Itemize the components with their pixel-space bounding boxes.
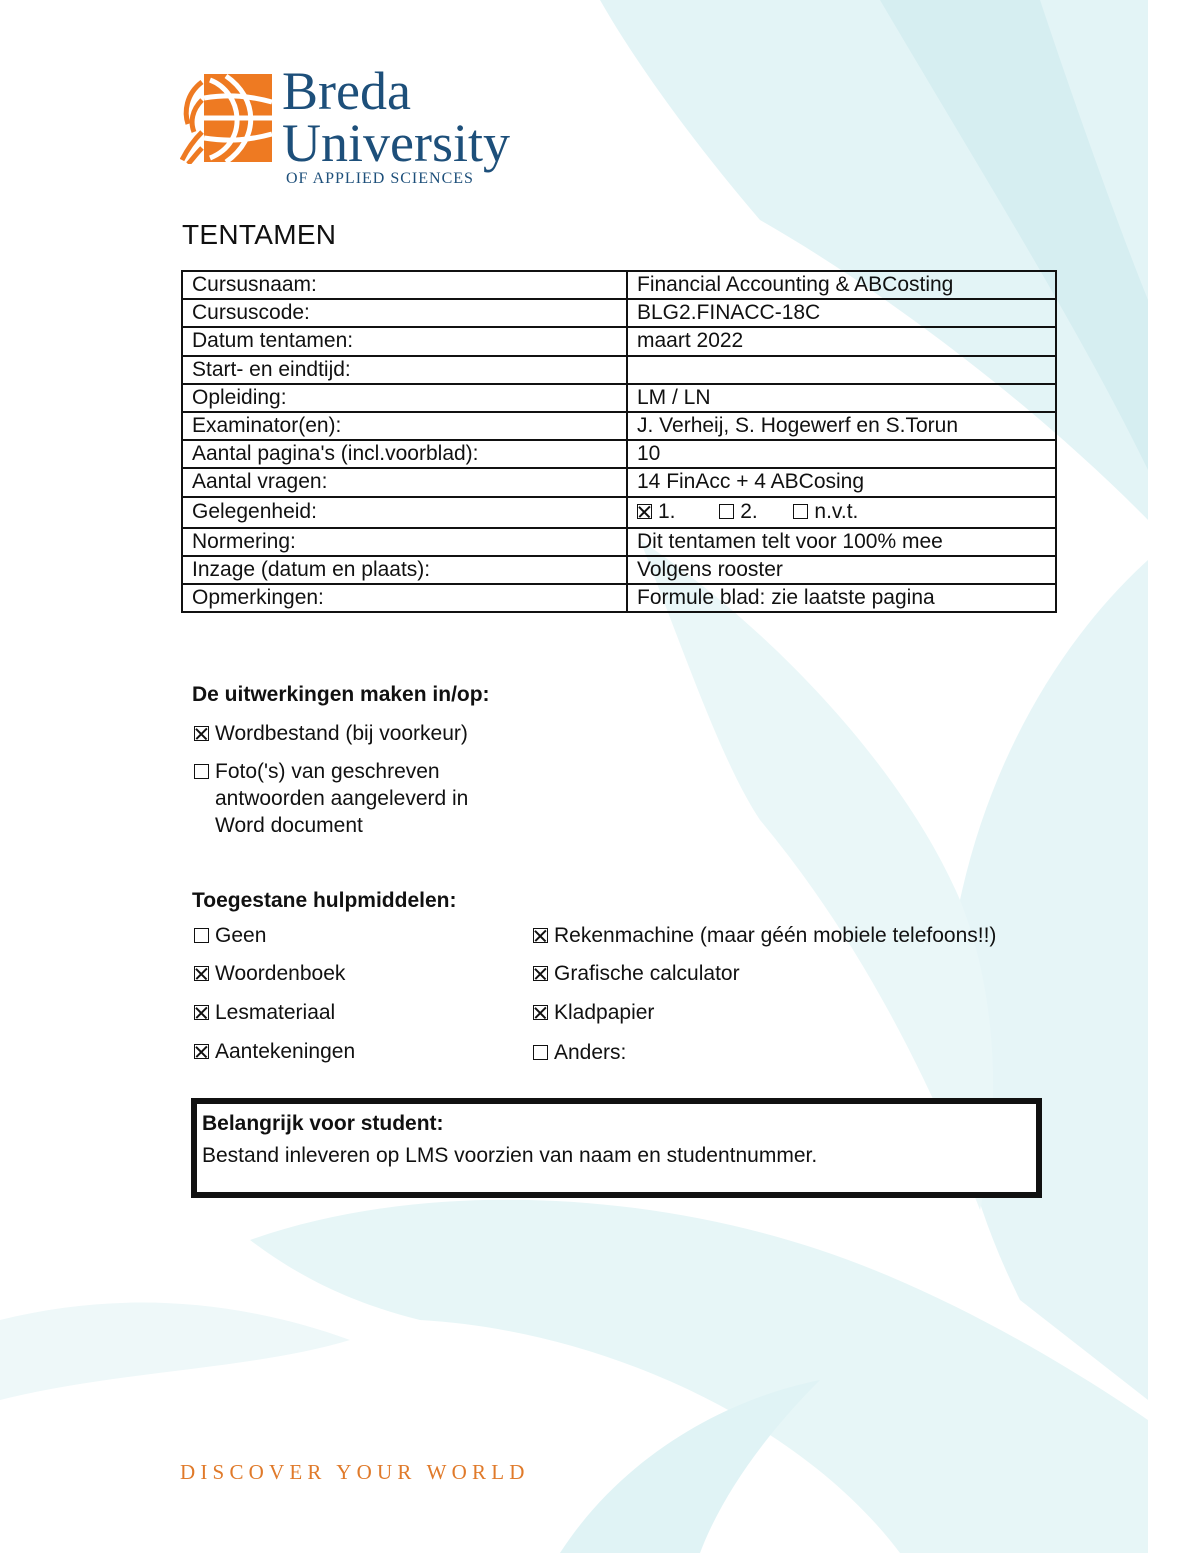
hulpmiddel-geen	[194, 924, 266, 948]
logo-text-university: University	[282, 113, 510, 173]
checkbox-checked-icon[interactable]	[194, 726, 209, 741]
checkbox-checked-icon[interactable]	[194, 1005, 209, 1020]
row-value: Formule blad: zie laatste pagina	[627, 584, 1056, 612]
option-label: Anders:	[554, 1041, 627, 1064]
checkbox-checked-icon[interactable]	[533, 928, 548, 943]
checkbox-empty-icon[interactable]	[793, 504, 808, 519]
student-notice-box	[191, 1098, 1042, 1198]
option-label: Rekenmachine (maar géén mobiele telefoons!!)	[554, 924, 997, 947]
row-value: 10	[627, 440, 1056, 468]
uitwerkingen-heading: De uitwerkingen maken in/op:	[192, 683, 490, 706]
notice-heading: Belangrijk voor student:	[202, 1112, 444, 1135]
hulpmiddel-anders	[533, 1041, 626, 1065]
option-label: Foto('s) van geschreven	[215, 760, 440, 783]
logo-text-breda: Breda	[282, 61, 411, 121]
option-label: Aantekeningen	[215, 1040, 356, 1063]
checkbox-empty-icon[interactable]	[194, 928, 209, 943]
hulpmiddel-aantekeningen	[194, 1040, 355, 1064]
logo-text-subtitle: OF APPLIED SCIENCES	[286, 170, 474, 187]
row-value: maart 2022	[627, 327, 1056, 355]
checkbox-checked-icon[interactable]	[637, 504, 652, 519]
notice-text: Bestand inleveren op LMS voorzien van naam en studentnummer.	[202, 1144, 818, 1167]
row-value: LM / LN	[627, 384, 1056, 412]
checkbox-checked-icon[interactable]	[533, 966, 548, 981]
checkbox-empty-icon[interactable]	[194, 764, 209, 779]
page-title: TENTAMEN	[182, 219, 337, 250]
table-row	[182, 327, 1056, 355]
option-label: n.v.t.	[814, 500, 859, 523]
table-row	[182, 584, 1056, 612]
table-row	[182, 384, 1056, 412]
option-label: Kladpapier	[554, 1001, 655, 1024]
row-label: Aantal pagina's (incl.voorblad):	[182, 440, 627, 468]
row-label: Cursusnaam:	[182, 271, 627, 299]
hulpmiddel-kladpapier	[533, 1001, 654, 1025]
exam-info-table	[181, 270, 1057, 613]
row-label: Examinator(en):	[182, 412, 627, 440]
hulpmiddelen-heading: Toegestane hulpmiddelen:	[192, 889, 457, 912]
table-row	[182, 299, 1056, 327]
hulpmiddel-grafische-calculator	[533, 962, 740, 986]
uitwerkingen-option-foto	[194, 758, 468, 839]
table-row	[182, 468, 1056, 496]
row-label: Normering:	[182, 528, 627, 556]
row-label: Cursuscode:	[182, 299, 627, 327]
globe-logo-icon	[180, 72, 274, 164]
row-label: Datum tentamen:	[182, 327, 627, 355]
university-logo	[180, 61, 560, 191]
row-label: Opleiding:	[182, 384, 627, 412]
option-label: 2.	[740, 500, 758, 523]
row-value: J. Verheij, S. Hogewerf en S.Torun	[627, 412, 1056, 440]
row-value	[627, 356, 1056, 384]
option-label: Grafische calculator	[554, 962, 740, 985]
hulpmiddel-woordenboek	[194, 962, 345, 986]
checkbox-empty-icon[interactable]	[719, 504, 734, 519]
row-value: 14 FinAcc + 4 ABCosing	[627, 468, 1056, 496]
row-value: Financial Accounting & ABCosting	[627, 271, 1056, 299]
option-label: Geen	[215, 924, 267, 947]
option-label: Woordenboek	[215, 962, 346, 985]
row-label: Aantal vragen:	[182, 468, 627, 496]
row-label: Gelegenheid:	[182, 497, 627, 528]
row-label: Inzage (datum en plaats):	[182, 556, 627, 584]
option-label: Lesmateriaal	[215, 1001, 336, 1024]
table-row	[182, 412, 1056, 440]
option-label: Wordbestand (bij voorkeur)	[215, 722, 468, 745]
hulpmiddel-lesmateriaal	[194, 1001, 335, 1025]
table-row	[182, 556, 1056, 584]
option-label: 1.	[658, 500, 676, 523]
table-row	[182, 497, 1056, 528]
checkbox-empty-icon[interactable]	[533, 1045, 548, 1060]
table-row	[182, 356, 1056, 384]
footer-slogan: DISCOVER YOUR WORLD	[180, 1460, 530, 1484]
row-value: Dit tentamen telt voor 100% mee	[627, 528, 1056, 556]
row-value: Volgens rooster	[627, 556, 1056, 584]
table-row	[182, 528, 1056, 556]
checkbox-checked-icon[interactable]	[194, 966, 209, 981]
checkbox-checked-icon[interactable]	[533, 1005, 548, 1020]
hulpmiddel-rekenmachine	[533, 924, 996, 948]
table-row	[182, 271, 1056, 299]
option-label-continued: Word document	[215, 814, 363, 837]
uitwerkingen-option-word	[194, 722, 468, 746]
row-value: BLG2.FINACC-18C	[627, 299, 1056, 327]
option-label-continued: antwoorden aangeleverd in	[215, 787, 469, 810]
gelegenheid-options	[627, 497, 1056, 528]
row-label: Opmerkingen:	[182, 584, 627, 612]
table-row	[182, 440, 1056, 468]
row-label: Start- en eindtijd:	[182, 356, 627, 384]
checkbox-checked-icon[interactable]	[194, 1044, 209, 1059]
